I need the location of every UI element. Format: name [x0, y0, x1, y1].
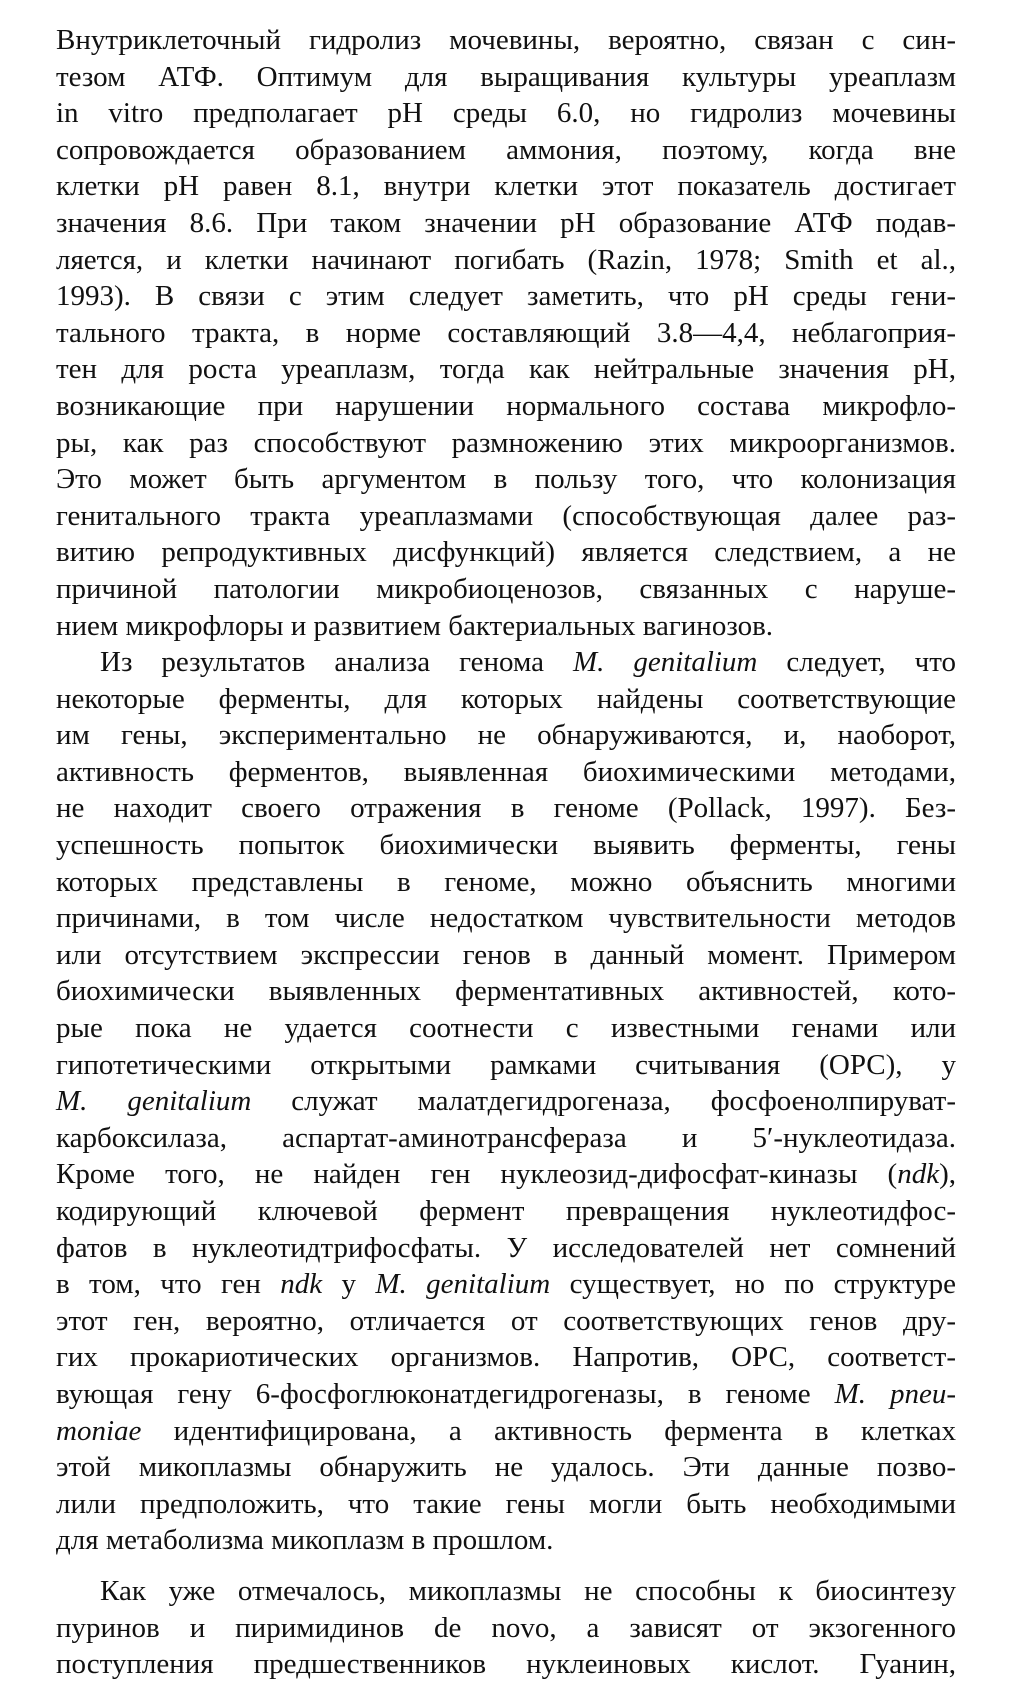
text-line: ры, как раз способствуют размножению этих микроорганизмов.	[56, 426, 956, 459]
text-line: им гены, экспериментально не обнаруживаются, и, наоборот,	[56, 719, 956, 752]
text-line: поступления предшественников нуклеиновых кислот. Гуанин,	[56, 1648, 956, 1681]
text-line: вующая гену 6-фосфоглюконатдегидрогеназы, в геноме M. pneu-	[56, 1377, 957, 1410]
italic-term: M. genitalium	[56, 1085, 252, 1118]
italic-term: M. genitalium	[572, 646, 758, 679]
text-line: Кроме того, не найден ген нуклеозид-дифосфат-киназы (ndk),	[56, 1158, 956, 1191]
text-line: Как уже отмечалось, микоплазмы не способны к биосинтезу	[100, 1574, 956, 1607]
text-line: гипотетическими открытыми рамками считывания (ОРС), у	[56, 1048, 956, 1081]
text-line: in vitro предполагает pH среды 6.0, но гидролиз мочевины	[56, 97, 956, 130]
text-line: Внутриклеточный гидролиз мочевины, вероятно, связан с син-	[56, 24, 956, 56]
text-line: M. genitalium служат малатдегидрогеназа, фосфоенолпируват-	[56, 1085, 957, 1118]
text-line: клетки pH равен 8.1, внутри клетки этот показатель достигает	[56, 170, 956, 203]
text-line: лили предположить, что такие гены могли быть необходимыми	[56, 1487, 956, 1520]
text-line: Из результатов анализа генома M. genitalium следует, что	[100, 646, 957, 679]
text-line: фатов в нуклеотидтрифосфаты. У исследователей нет сомнений	[56, 1231, 956, 1264]
text-line: гих прокариотических организмов. Напротив, ОРС, соответст-	[56, 1341, 956, 1374]
italic-term: ndk	[280, 1268, 323, 1301]
text-line: не находит своего отражения в геноме (Pollack, 1997). Без-	[56, 792, 956, 825]
text-line: причиной патологии микробиоценозов, связанных с наруше-	[56, 572, 956, 605]
text-line: ляется, и клетки начинают погибать (Razin, 1978; Smith et al.,	[56, 243, 956, 276]
text-line: сопровождается образованием аммония, поэтому, когда вне	[56, 133, 956, 166]
paragraph-gap	[56, 1559, 956, 1573]
text-line: биохимически выявленных ферментативных активностей, кото-	[56, 975, 956, 1008]
text-line: карбоксилаза, аспартат-аминотрансфераза и 5′-нуклеотидаза.	[56, 1121, 956, 1154]
italic-term: moniae	[56, 1414, 142, 1447]
document-page	[56, 22, 956, 1683]
paragraph-2	[56, 644, 956, 1559]
italic-term: M. pneu-	[834, 1377, 957, 1410]
text-line: тального тракта, в норме составляющий 3.8—4,4, неблагоприя-	[56, 316, 956, 349]
text-line: этот ген, вероятно, отличается от соответствующих генов дру-	[56, 1304, 956, 1337]
text-line: пуринов и пиримидинов de novo, а зависят от экзогенного	[56, 1611, 956, 1644]
text-line: возникающие при нарушении нормального состава микрофло-	[56, 389, 956, 422]
text-line: для метаболизма микоплазм в прошлом.	[56, 1524, 554, 1557]
text-line: значения 8.6. При таком значении pH образование АТФ подав-	[56, 206, 956, 239]
text-line: этой микоплазмы обнаружить не удалось. Эти данные позво-	[56, 1451, 956, 1484]
text-line: рые пока не удается соотнести с известными генами или	[56, 1012, 956, 1045]
text-line: тезом АТФ. Оптимум для выращивания культуры уреаплазм	[56, 60, 956, 93]
text-line: некоторые ферменты, для которых найдены соответствующие	[56, 682, 956, 715]
text-line: moniae идентифицирована, а активность фермента в клетках	[56, 1414, 956, 1447]
text-line: активность ферментов, выявленная биохимическими методами,	[56, 755, 956, 788]
text-line: которых представлены в геноме, можно объяснить многими	[56, 865, 956, 898]
text-line: успешность попыток биохимически выявить ферменты, гены	[56, 829, 956, 862]
paragraph-3	[56, 1573, 956, 1683]
text-line: причинами, в том числе недостатком чувствительности методов	[56, 902, 956, 935]
text-line: 1993). В связи с этим следует заметить, что pH среды гени-	[56, 280, 956, 313]
text-line: генитального тракта уреаплазмами (способствующая далее раз-	[56, 499, 956, 532]
text-line: Это может быть аргументом в пользу того, что колонизация	[56, 463, 956, 496]
text-line: в том, что ген ndk у M. genitalium существует, но по структуре	[56, 1268, 957, 1301]
text-line: тен для роста уреаплазм, тогда как нейтральные значения pH,	[56, 353, 956, 386]
italic-term: ndk	[897, 1158, 940, 1191]
text-line: нием микрофлоры и развитием бактериальных вагинозов.	[56, 609, 774, 642]
text-line: витию репродуктивных дисфункций) является следствием, а не	[56, 536, 956, 569]
text-line: или отсутствием экспрессии генов в данный момент. Примером	[56, 938, 956, 971]
italic-term: M. genitalium	[375, 1268, 551, 1301]
text-line: кодирующий ключевой фермент превращения нуклеотидфос-	[56, 1195, 956, 1227]
paragraph-1	[56, 22, 956, 644]
